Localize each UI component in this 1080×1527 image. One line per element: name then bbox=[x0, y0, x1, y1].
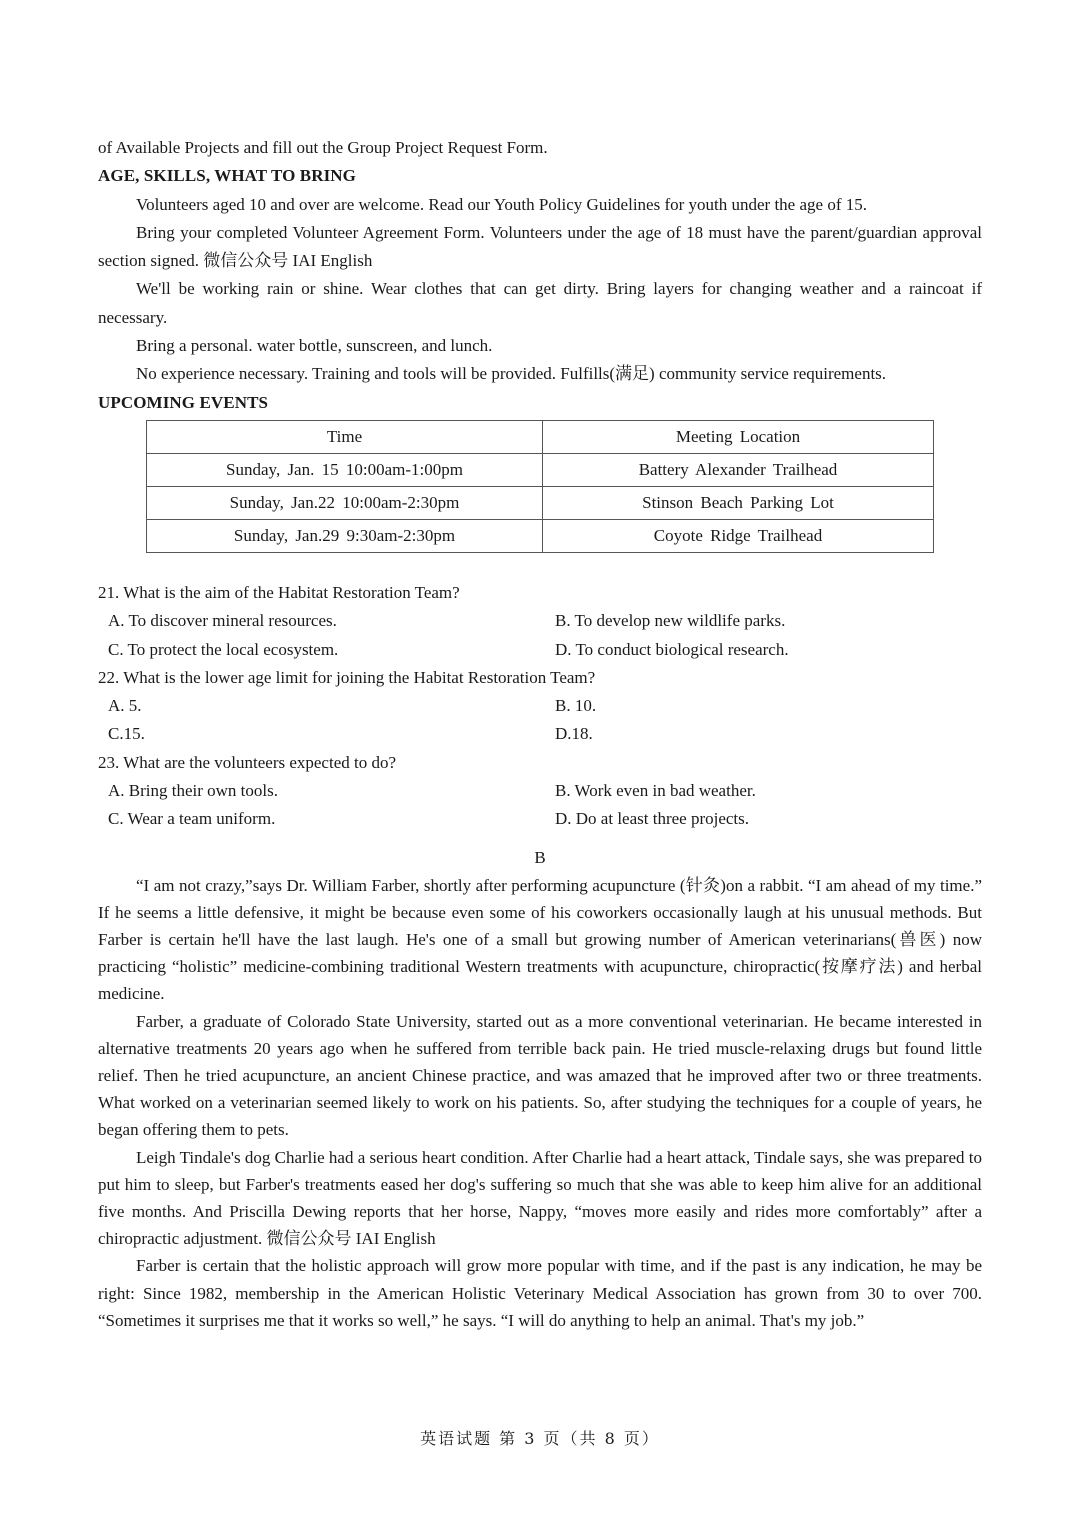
table-header-row bbox=[147, 420, 934, 453]
age-paragraph: No experience necessary. Training and tools will be provided. Fulfills(满足) community service requirements. bbox=[136, 364, 887, 384]
age-paragraph: Bring your completed Volunteer Agreement Form. Volunteers under the age of 18 must have the parent/guardian approval section signed. 微信公众号 IAI English bbox=[98, 222, 982, 271]
option-a: A. To discover mineral resources. bbox=[108, 611, 337, 631]
exam-page bbox=[98, 134, 982, 1334]
table-header-cell: Time bbox=[147, 420, 543, 453]
passage-paragraph: Farber is certain that the holistic approach will grow more popular with time, and if the past is any indication, he may be right: Since 1982, membership in the American Holistic Veterinary Medical Association has grown from 30 to over 700. “Sometimes it surprises me that it works so well,” he says. “I will do anything to help an animal. That's my job.” bbox=[98, 1256, 982, 1330]
passage-paragraph: “I am not crazy,”says Dr. William Farber, shortly after performing acupuncture (针灸)on a rabbit. “I am ahead of my time.” If he seems a little defensive, it might be because even some of his coworkers occasionally laugh at his unusual methods. But Farber is certain he'll have the last laugh. He's one of a small but growing number of American veterinarians(兽医) now practicing “holistic” medicine-combining traditional Western treatments with acupuncture, chiropractic(按摩疗法) and herbal medicine. bbox=[98, 875, 982, 1004]
table-cell-location: Stinson Beach Parking Lot bbox=[543, 486, 934, 519]
table-cell-time: Sunday, Jan. 15 10:00am-1:00pm bbox=[147, 453, 543, 486]
table-cell-time: Sunday, Jan.29 9:30am-2:30pm bbox=[147, 519, 543, 552]
option-a: A. Bring their own tools. bbox=[108, 781, 278, 801]
option-d: D. To conduct biological research. bbox=[555, 639, 789, 659]
option-d: D.18. bbox=[555, 724, 593, 744]
passage-b bbox=[98, 872, 982, 1334]
option-b: B. Work even in bad weather. bbox=[555, 781, 756, 801]
table-cell-location: Battery Alexander Trailhead bbox=[543, 453, 934, 486]
option-c: C.15. bbox=[108, 724, 145, 744]
age-paragraph: Bring a personal. water bottle, sunscreen, and lunch. bbox=[136, 336, 493, 356]
questions-block bbox=[98, 579, 982, 834]
table-cell-location: Coyote Ridge Trailhead bbox=[543, 519, 934, 552]
table-row bbox=[147, 486, 934, 519]
events-table-wrap bbox=[146, 420, 982, 553]
age-skills-heading: AGE, SKILLS, WHAT TO BRING bbox=[98, 166, 357, 186]
age-paragraph: Volunteers aged 10 and over are welcome. Read our Youth Policy Guidelines for youth under the age of 15. bbox=[136, 194, 867, 214]
question-options bbox=[98, 777, 982, 834]
section-label: B bbox=[534, 847, 546, 867]
option-b: B. To develop new wildlife parks. bbox=[555, 611, 786, 631]
age-paragraph: We'll be working rain or shine. Wear clothes that can get dirty. Bring layers for changing weather and a raincoat if necessary. bbox=[98, 279, 982, 327]
question-stem: 23. What are the volunteers expected to do? bbox=[98, 752, 397, 772]
option-c: C. To protect the local ecosystem. bbox=[108, 639, 339, 659]
option-b: B. 10. bbox=[555, 696, 597, 716]
passage-paragraph: Leigh Tindale's dog Charlie had a serious heart condition. After Charlie had a heart attack, Tindale says, she was prepared to put him to sleep, but Farber's treatments eased her dog's suffering so much that she was able to keep him alive for an additional five months. And Priscilla Dewing reports that her horse, Nappy, “moves more easily and rides more comfortably” after a chiropractic adjustment. 微信公众号 IAI English bbox=[98, 1147, 982, 1249]
question-options bbox=[98, 692, 982, 749]
question-options bbox=[98, 607, 982, 664]
passage-paragraph: Farber, a graduate of Colorado State University, started out as a more conventional veterinarian. He became interested in alternative treatments 20 years ago when he suffered from terrible back pain. He tried muscle-relaxing drugs but found little relief. Then he tried acupuncture, an ancient Chinese practice, and was amazed that he improved after two or three treatments. What worked on a veterinarian seemed likely to work on his patients. So, after studying the techniques for a couple of years, he began offering them to pets. bbox=[98, 1011, 982, 1140]
upcoming-events-heading: UPCOMING EVENTS bbox=[98, 392, 269, 412]
continued-line: of Available Projects and fill out the Group Project Request Form. bbox=[98, 138, 548, 157]
option-c: C. Wear a team uniform. bbox=[108, 809, 276, 829]
table-cell-time: Sunday, Jan.22 10:00am-2:30pm bbox=[147, 486, 543, 519]
table-header-cell: Meeting Location bbox=[543, 420, 934, 453]
option-d: D. Do at least three projects. bbox=[555, 809, 750, 829]
page-footer: 英语试题 第 3 页（共 8 页） bbox=[420, 1429, 660, 1448]
question-stem: 22. What is the lower age limit for joining the Habitat Restoration Team? bbox=[98, 667, 596, 687]
option-a: A. 5. bbox=[108, 696, 142, 716]
table-row bbox=[147, 519, 934, 552]
events-table bbox=[146, 420, 934, 553]
question-stem: 21. What is the aim of the Habitat Restoration Team? bbox=[98, 582, 460, 602]
table-row bbox=[147, 453, 934, 486]
